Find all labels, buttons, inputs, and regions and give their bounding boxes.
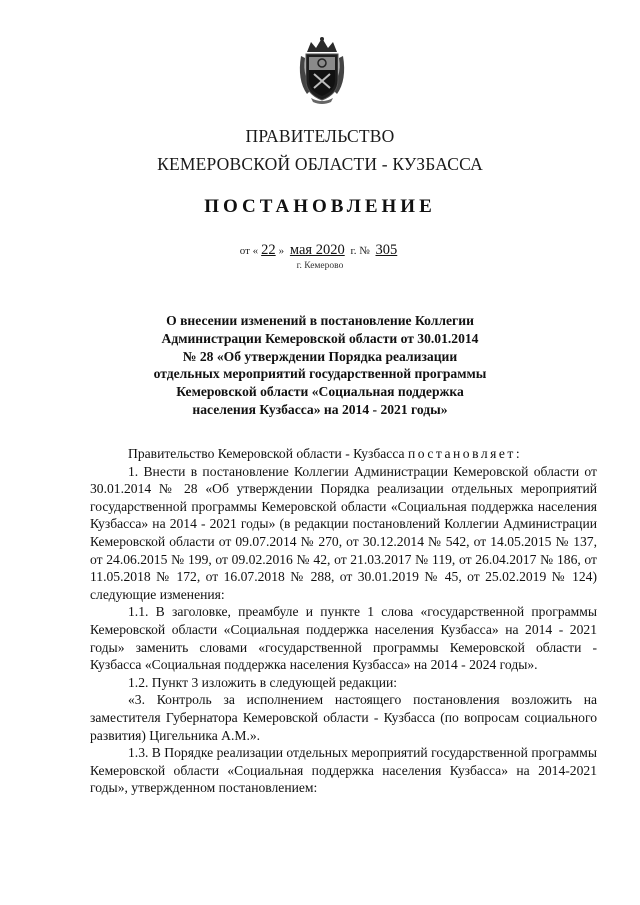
dateline xyxy=(0,242,640,259)
date-month-year: мая 2020 xyxy=(289,242,345,258)
government-name-line2: КЕМЕРОВСКОЙ ОБЛАСТИ - КУЗБАССА xyxy=(157,154,483,174)
title-line: населения Кузбасса» на 2014 - 2021 годы» xyxy=(192,401,448,417)
title-line: отдельных мероприятий государственной программы xyxy=(153,366,487,382)
title-line: О внесении изменений в постановление Коллегии xyxy=(166,313,474,328)
document-title xyxy=(120,312,520,419)
paragraph-1: 1. Внести в постановление Коллегии Администрации Кемеровской области от 30.01.2014 № 28 «Об утверждении Порядка реализации отдельных мероприятий государственной программы Кемеровской области «Социальная поддержка населения Кузбасса» на 2014 - 2021 годы» (в редакции постановлений Коллегии Администрации Кемеровской области от 09.07.2014 № 270, от 30.12.2014 № 542, от 14.05.2015 № 137, от 24.06.2015 № 199, от 09.02.2016 № 42, от 21.03.2017 № 119, от 26.04.2017 № 186, от 11.05.2018 № 172, от 16.07.2018 № 288, от 30.01.2019 № 45, от 25.02.2019 № 124) следующие изменения: xyxy=(90,463,597,602)
city: г. Кемерово xyxy=(296,261,344,271)
title-line: Кемеровской области «Социальная поддержка xyxy=(176,384,464,400)
document-type: ПОСТАНОВЛЕНИЕ xyxy=(204,196,436,217)
date-year-suffix: г. xyxy=(350,245,357,257)
intro-paragraph xyxy=(90,445,597,463)
paragraph-1-1: 1.1. В заголовке, преамбуле и пункте 1 слова «государственной программы Кемеровской области «Социальная поддержка населения Кузбасса» на 2014 - 2021 годы» заменить словами «государственной программы Кемеровской области - Кузбасса «Социальная поддержка населения Кузбасса» на 2014 - 2024 годы». xyxy=(90,604,597,673)
number-sign: № xyxy=(359,245,370,257)
intro-resolves: постановляет: xyxy=(407,446,523,461)
title-line: № 28 «Об утверждении Порядка реализации xyxy=(182,348,458,364)
paragraph-1-2-quote: «3. Контроль за исполнением настоящего постановления возложить на заместителя Губернатора Кемеровской области - Кузбасса (по вопросам социального развития) Цигельника А.М.». xyxy=(90,692,597,743)
title-line: Администрации Кемеровской области от 30.01.2014 xyxy=(161,330,479,346)
paragraph-1-3: 1.3. В Порядке реализации отдельных мероприятий государственной программы Кемеровской области «Социальная поддержка населения Кузбасса» на 2014-2021 годы», утвержденном постановлением: xyxy=(90,745,597,796)
intro-prefix: Правительство Кемеровской области - Кузбасса xyxy=(128,446,408,461)
date-quote-close: » xyxy=(278,245,285,257)
government-name-line1: ПРАВИТЕЛЬСТВО xyxy=(245,126,395,146)
document-number: 305 xyxy=(375,242,398,258)
date-from: от « xyxy=(239,245,259,257)
coat-of-arms-emblem xyxy=(297,36,347,104)
paragraph-1-2: 1.2. Пункт 3 изложить в следующей редакции: xyxy=(128,674,398,690)
date-day: 22 xyxy=(261,242,276,258)
document-body xyxy=(90,445,597,797)
